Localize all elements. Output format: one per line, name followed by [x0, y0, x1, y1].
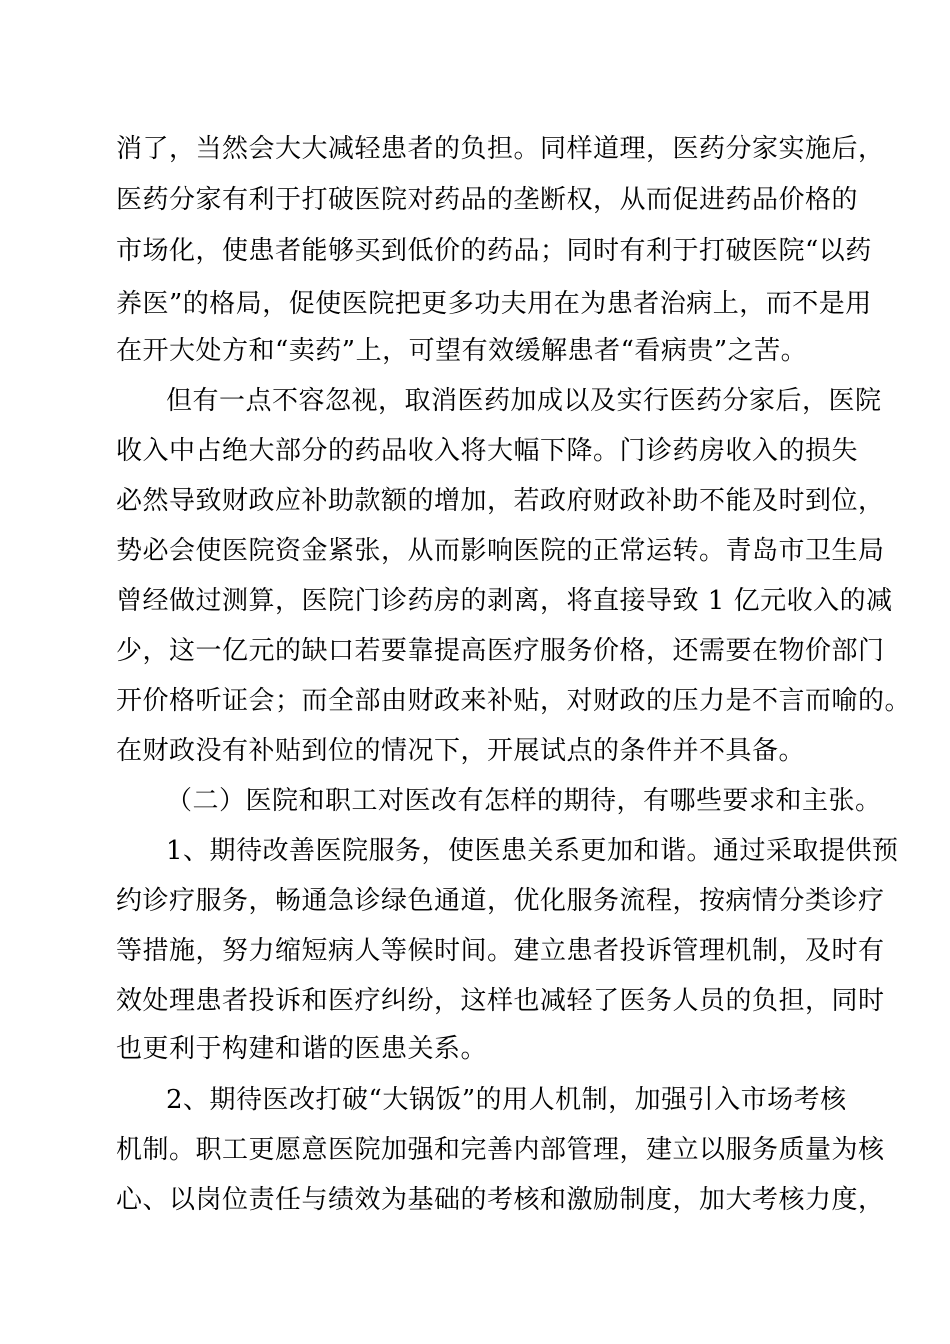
text-line-4: 养医”的格局，促使医院把更多功夫用在为患者治病上，而不是用 [116, 289, 872, 319]
text-line-2: 医药分家有利于打破医院对药品的垄断权，从而促进药品价格的 [116, 185, 859, 215]
text-line-10: 曾经做过测算，医院门诊药房的剥离，将直接导致 1 亿元收入的减 [116, 586, 893, 616]
text-line-3: 市场化，使患者能够买到低价的药品；同时有利于打破医院“以药 [116, 236, 872, 266]
text-line-17: 等措施，努力缩短病人等候时间。建立患者投诉管理机制，及时有 [116, 936, 885, 966]
text-line-20: 2、期待医改打破“大锅饭”的用人机制，加强引入市场考核 [166, 1085, 847, 1115]
text-line-7: 收入中占绝大部分的药品收入将大幅下降。门诊药房收入的损失 [116, 436, 859, 466]
text-line-15: 1、期待改善医院服务，使医患关系更加和谐。通过采取提供预 [166, 836, 899, 866]
text-line-19: 也更利于构建和谐的医患关系。 [116, 1034, 488, 1064]
text-line-1: 消了，当然会大大减轻患者的负担。同样道理，医药分家实施后， [116, 134, 885, 164]
section-heading: （二）医院和职工对医改有怎样的期待，有哪些要求和主张。 [166, 786, 882, 816]
text-line-12: 开价格听证会；而全部由财政来补贴，对财政的压力是不言而喻的。 [116, 686, 912, 716]
text-line-16: 约诊疗服务，畅通急诊绿色通道，优化服务流程，按病情分类诊疗 [116, 886, 885, 916]
text-line-9: 势必会使医院资金紧张，从而影响医院的正常运转。青岛市卫生局 [116, 536, 885, 566]
text-line-5: 在开大处方和“卖药”上，可望有效缓解患者“看病贵”之苦。 [116, 336, 808, 366]
text-line-22: 心、以岗位责任与绩效为基础的考核和激励制度，加大考核力度， [116, 1185, 885, 1215]
text-line-18: 效处理患者投诉和医疗纠纷，这样也减轻了医务人员的负担，同时 [116, 986, 885, 1016]
text-line-21: 机制。职工更愿意医院加强和完善内部管理，建立以服务质量为核 [116, 1135, 885, 1165]
text-line-11: 少，这一亿元的缺口若要靠提高医疗服务价格，还需要在物价部门 [116, 636, 885, 666]
text-line-13: 在财政没有补贴到位的情况下，开展试点的条件并不具备。 [116, 736, 806, 766]
text-line-6: 但有一点不容忽视，取消医药加成以及实行医药分家后，医院 [166, 386, 882, 416]
text-line-8: 必然导致财政应补助款额的增加，若政府财政补助不能及时到位， [116, 486, 885, 516]
